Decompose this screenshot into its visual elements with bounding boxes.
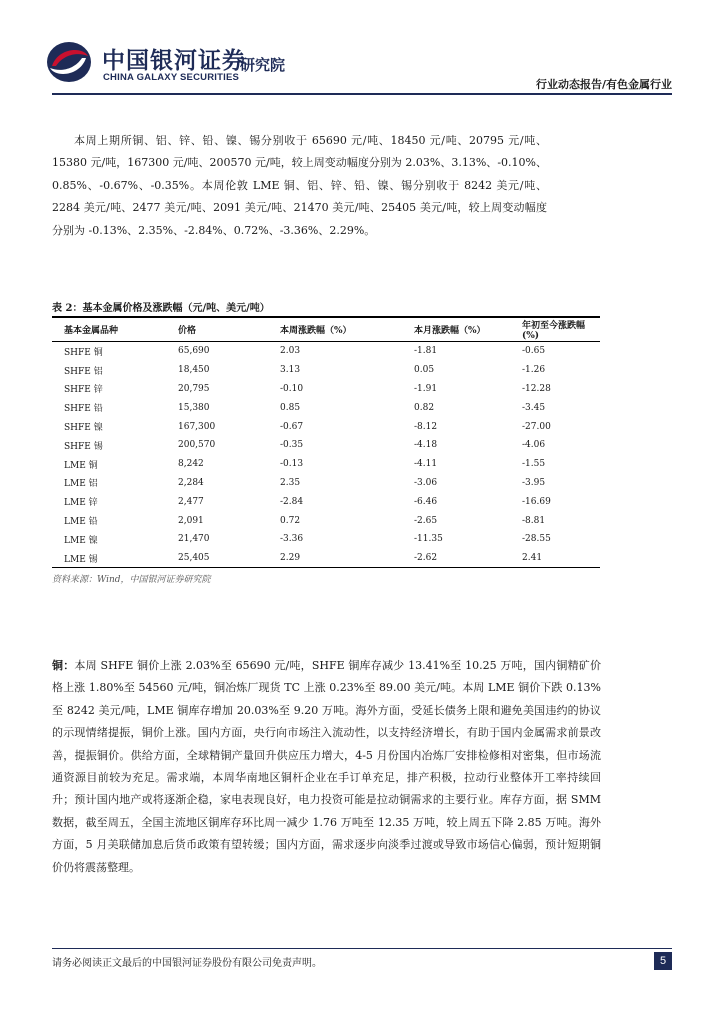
ytd-change-cell: -28.55 bbox=[522, 534, 551, 545]
table-header-row bbox=[52, 318, 600, 342]
table-row bbox=[52, 417, 600, 436]
monthly-change-cell: -4.18 bbox=[414, 440, 438, 451]
table-row bbox=[52, 361, 600, 380]
ytd-change-cell: -1.26 bbox=[522, 365, 546, 376]
table-row bbox=[52, 380, 600, 399]
weekly-change-cell: -0.67 bbox=[280, 421, 304, 432]
weekly-change-cell: -0.10 bbox=[280, 383, 304, 394]
metal-name-cell: LME 镍 bbox=[64, 535, 98, 546]
copper-lead-label: 铜： bbox=[52, 659, 75, 672]
monthly-change-cell: 0.82 bbox=[414, 402, 435, 413]
weekly-change-cell: -0.35 bbox=[280, 440, 304, 451]
monthly-change-cell: -11.35 bbox=[414, 534, 443, 545]
monthly-change-cell: -3.06 bbox=[414, 477, 438, 488]
ytd-change-cell: -16.69 bbox=[522, 496, 551, 507]
monthly-change-cell: -8.12 bbox=[414, 421, 438, 432]
table-row bbox=[52, 492, 600, 511]
metal-name-cell: SHFE 镍 bbox=[64, 423, 103, 434]
weekly-change-cell: 0.85 bbox=[280, 402, 301, 413]
monthly-change-cell: -2.62 bbox=[414, 553, 438, 564]
page-number: 5 bbox=[654, 952, 672, 970]
header-cell: 价格 bbox=[166, 318, 268, 342]
metal-name-cell: LME 锌 bbox=[64, 498, 98, 509]
monthly-change-cell: 0.05 bbox=[414, 365, 435, 376]
table-row bbox=[52, 398, 600, 417]
header-cell: 年初至今涨跌幅(%) bbox=[510, 318, 600, 342]
metal-name-cell: SHFE 锌 bbox=[64, 385, 103, 396]
table-row bbox=[52, 474, 600, 493]
price-cell: 2,091 bbox=[178, 515, 204, 526]
table-title: 表 2：基本金属价格及涨跌幅（元/吨、美元/吨） bbox=[52, 303, 270, 314]
copper-body-text: 本周 SHFE 铜价上涨 2.03%至 65690 元/吨，SHFE 铜库存减少 13.41%至 10.25 万吨，国内铜精矿价格上涨 1.80%至 54560 元/吨，铜冶炼厂现货 TC 上涨 0.23%至 89.00 美元/吨。本周 LME 铜价下跌 0.13%至 8242 美元/吨，LME 铜库存增加 20.03%至 9.20 万吨。海外方面，受延长债务上限和避免美国违约的协议的示现情绪提振，铜价上涨。国内方面，央行向市场注入流动性，以支持经济增长，有助于国内金属需求前景改善，提振铜价。供给方面，全球精铜产量回升供应压力增大，4-5 月份国内冶炼厂安排检修相对密集，但市场流通资源目前较为充足。需求端，本周华南地区铜杆企业在手订单充足，排产积极，拉动行业整体开工率持续回升；预计国内地产或将逐渐企稳，家电表现良好，电力投资可能是拉动铜需求的主要行业。库存方面，据 SMM 数据，截至周五，全国主流地区铜库存环比周一减少 1.76 万吨至 12.35 万吨，较上周五下降 2.85 万吨。海外方面，5 月美联储加息后货币政策有望转缓；国内方面，需求逐步向淡季过渡或导致市场信心偏弱，预计短期铜价仍将震荡整理。 bbox=[52, 659, 601, 874]
ytd-change-cell: -4.06 bbox=[522, 440, 546, 451]
price-cell: 167,300 bbox=[178, 421, 216, 432]
intro-paragraph: 本周上期所铜、铝、锌、铅、镍、锡分别收于 65690 元/吨、18450 元/吨、20795 元/吨、15380 元/吨，167300 元/吨、200570 元/吨，较上周变动幅度分别为 2.03%、3.13%、-0.10%、0.85%、-0.67%、-0.35%。本周伦敦 LME 铜、铝、锌、铅、镍、锡分别收于 8242 美元/吨、2284 美元/吨、2477 美元/吨、2091 美元/吨、21470 美元/吨、25405 美元/吨，较上周变动幅度分别为 -0.13%、2.35%、-2.84%、0.72%、-3.36%、2.29%。 bbox=[52, 134, 547, 237]
ytd-change-cell: -27.00 bbox=[522, 421, 551, 432]
logo-chinese-name: 中国银河证券 bbox=[102, 48, 246, 74]
metal-price-table bbox=[52, 318, 600, 568]
ytd-change-cell: -12.28 bbox=[522, 383, 551, 394]
table-row bbox=[52, 342, 600, 361]
weekly-change-cell: -3.36 bbox=[280, 534, 304, 545]
institute-label: 研究院 bbox=[240, 56, 286, 74]
weekly-change-cell: 3.13 bbox=[280, 365, 301, 376]
price-cell: 200,570 bbox=[178, 440, 216, 451]
metal-name-cell: LME 铅 bbox=[64, 517, 98, 528]
price-cell: 25,405 bbox=[178, 553, 210, 564]
table-row bbox=[52, 455, 600, 474]
table-row bbox=[52, 436, 600, 455]
ytd-change-cell: -8.81 bbox=[522, 515, 546, 526]
weekly-change-cell: -0.13 bbox=[280, 459, 304, 470]
metal-name-cell: LME 铜 bbox=[64, 460, 98, 471]
footer-disclaimer: 请务必阅读正文最后的中国银河证券股份有限公司免责声明。 bbox=[52, 958, 322, 969]
copper-paragraph bbox=[52, 655, 601, 879]
monthly-change-cell: -2.65 bbox=[414, 515, 438, 526]
table-row bbox=[52, 511, 600, 530]
price-cell: 21,470 bbox=[178, 534, 210, 545]
monthly-change-cell: -6.46 bbox=[414, 496, 438, 507]
footer-divider bbox=[52, 948, 672, 949]
page-header bbox=[0, 0, 724, 100]
table-source-note: 资料来源：Wind，中国银河证券研究院 bbox=[52, 575, 211, 585]
galaxy-logo-icon bbox=[44, 40, 94, 84]
metal-name-cell: SHFE 锡 bbox=[64, 441, 103, 452]
header-divider bbox=[52, 93, 672, 95]
ytd-change-cell: -3.45 bbox=[522, 402, 546, 413]
weekly-change-cell: -2.84 bbox=[280, 496, 304, 507]
monthly-change-cell: -4.11 bbox=[414, 459, 438, 470]
ytd-change-cell: -0.65 bbox=[522, 346, 546, 357]
price-cell: 8,242 bbox=[178, 459, 204, 470]
metal-name-cell: SHFE 铝 bbox=[64, 366, 103, 377]
monthly-change-cell: -1.81 bbox=[414, 346, 438, 357]
metal-name-cell: SHFE 铅 bbox=[64, 404, 103, 415]
price-cell: 20,795 bbox=[178, 383, 210, 394]
table-row bbox=[52, 530, 600, 549]
table-row bbox=[52, 549, 600, 568]
ytd-change-cell: -1.55 bbox=[522, 459, 546, 470]
weekly-change-cell: 2.35 bbox=[280, 477, 301, 488]
weekly-change-cell: 0.72 bbox=[280, 515, 301, 526]
ytd-change-cell: -3.95 bbox=[522, 477, 546, 488]
price-cell: 65,690 bbox=[178, 346, 210, 357]
header-cell: 本周涨跌幅（%） bbox=[268, 318, 402, 342]
table-bottom-rule bbox=[52, 567, 600, 568]
price-cell: 18,450 bbox=[178, 365, 210, 376]
weekly-change-cell: 2.03 bbox=[280, 346, 301, 357]
monthly-change-cell: -1.91 bbox=[414, 383, 438, 394]
metal-name-cell: SHFE 铜 bbox=[64, 347, 103, 358]
price-cell: 2,477 bbox=[178, 496, 204, 507]
header-cell: 本月涨跌幅（%） bbox=[402, 318, 510, 342]
report-type-label: 行业动态报告/有色金属行业 bbox=[535, 78, 672, 91]
weekly-change-cell: 2.29 bbox=[280, 553, 301, 564]
price-cell: 15,380 bbox=[178, 402, 210, 413]
ytd-change-cell: 2.41 bbox=[522, 553, 543, 564]
metal-name-cell: LME 锡 bbox=[64, 554, 98, 565]
header-cell: 基本金属品种 bbox=[52, 318, 166, 342]
logo-english-name: CHINA GALAXY SECURITIES bbox=[103, 72, 240, 83]
metal-name-cell: LME 铝 bbox=[64, 479, 98, 490]
price-cell: 2,284 bbox=[178, 477, 204, 488]
